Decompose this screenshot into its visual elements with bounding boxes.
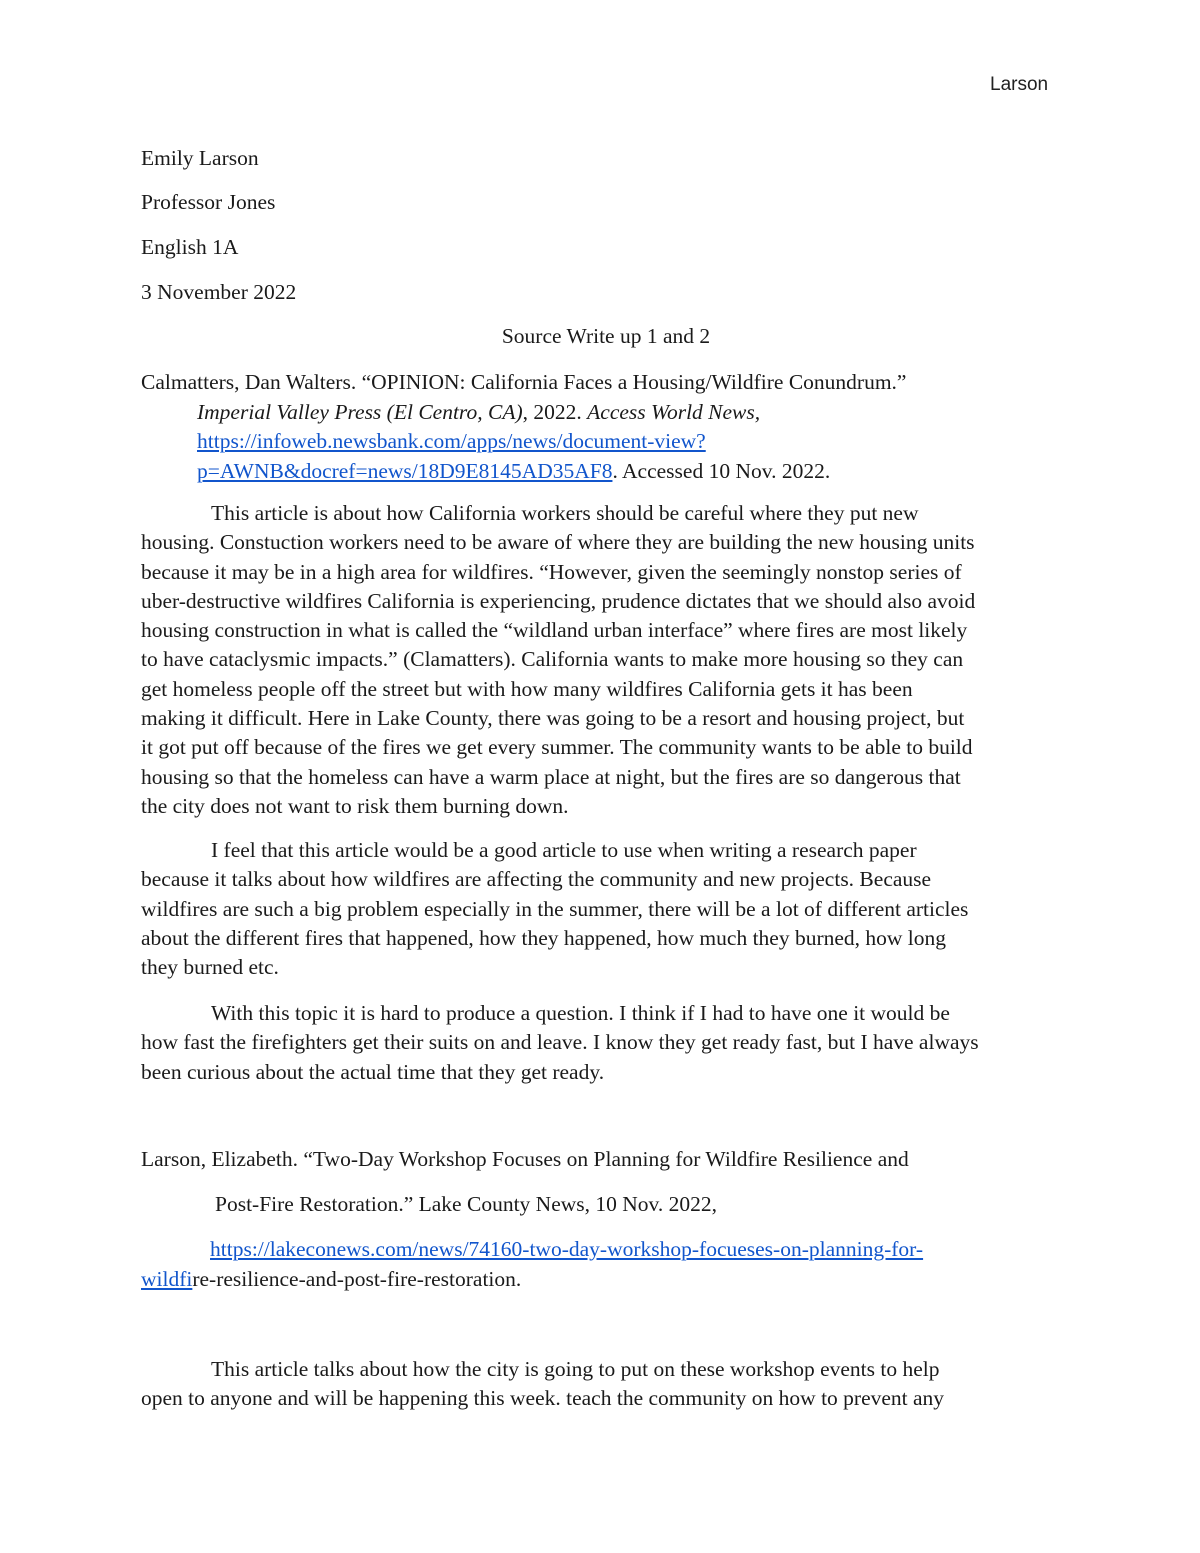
citation-2-url-part-1[interactable]: https://lakeconews.com/news/74160-two-day-workshop-focueses-on-planning-for- bbox=[210, 1237, 924, 1261]
document-title: Source Write up 1 and 2 bbox=[501, 324, 711, 348]
citation-1-url-part-1[interactable]: https://infoweb.newsbank.com/apps/news/document-view? bbox=[197, 429, 706, 453]
paragraph-line: about the different fires that happened, how they happened, how much they burned, how long bbox=[141, 925, 947, 950]
running-header: Larson bbox=[990, 74, 1049, 95]
professor-name: Professor Jones bbox=[141, 190, 276, 214]
citation-1-line-4 bbox=[141, 457, 1071, 487]
paragraph-line: how fast the firefighters get their suits on and leave. I know they get ready fast, but I have always bbox=[141, 1030, 979, 1055]
paragraph-summary bbox=[141, 499, 1066, 821]
paragraph-summary-2 bbox=[141, 1355, 1066, 1414]
paragraph-line: because it may be in a high area for wildfires. “However, given the seemingly nonstop series of bbox=[141, 559, 962, 584]
citation-2-line-3 bbox=[210, 1236, 923, 1262]
paragraph-line: it got put off because of the fires we get every summer. The community wants to be able to build bbox=[141, 735, 973, 760]
citation-2-url-part-2[interactable]: wildfi bbox=[141, 1267, 193, 1291]
citation-1-line-2 bbox=[141, 398, 1071, 428]
database-name: Access World News, bbox=[587, 399, 761, 424]
paragraph-question bbox=[141, 999, 1066, 1087]
citation-1-line-1: Calmatters, Dan Walters. “OPINION: California Faces a Housing/Wildfire Conundrum.” bbox=[141, 370, 907, 394]
publication-title: Imperial Valley Press (El Centro, CA) bbox=[197, 399, 523, 424]
citation-1 bbox=[141, 368, 1071, 486]
citation-1-year: , 2022. bbox=[522, 399, 588, 424]
paragraph-line: been curious about the actual time that they get ready. bbox=[141, 1059, 605, 1084]
paragraph-line: This article is about how California workers should be careful where they put new bbox=[211, 501, 919, 525]
paragraph-line: housing. Constuction workers need to be aware of where they are building the new housing units bbox=[141, 530, 975, 555]
date-line: 3 November 2022 bbox=[141, 280, 297, 304]
citation-2-url-tail: re-resilience-and-post-fire-restoration. bbox=[192, 1267, 522, 1291]
paragraph-line: open to anyone and will be happening this week. teach the community on how to prevent any bbox=[141, 1386, 945, 1411]
paragraph-line: they burned etc. bbox=[141, 955, 279, 980]
citation-2-line-4 bbox=[141, 1266, 521, 1292]
paragraph-line: This article talks about how the city is going to put on these workshop events to help bbox=[211, 1357, 940, 1381]
citation-2-line-1: Larson, Elizabeth. “Two-Day Workshop Focuses on Planning for Wildfire Resilience and bbox=[141, 1147, 909, 1171]
paragraph-line: to have cataclysmic impacts.” (Clamatters). California wants to make more housing so they can bbox=[141, 647, 964, 672]
paragraph-line: because it talks about how wildfires are affecting the community and new projects. Because bbox=[141, 867, 932, 892]
paragraph-line: housing so that the homeless can have a warm place at night, but the fires are so dangerous that bbox=[141, 764, 961, 789]
paragraph-line: the city does not want to risk them burning down. bbox=[141, 793, 569, 818]
paragraph-line: uber-destructive wildfires California is experiencing, prudence dictates that we should also avoid bbox=[141, 588, 976, 613]
citation-2-line-2: Post-Fire Restoration.” Lake County News, 10 Nov. 2022, bbox=[215, 1192, 718, 1216]
student-name: Emily Larson bbox=[141, 146, 259, 170]
paragraph-evaluation bbox=[141, 836, 1066, 982]
citation-1-line-3 bbox=[141, 427, 1071, 457]
paragraph-line: wildfires are such a big problem especially in the summer, there will be a lot of different articles bbox=[141, 896, 969, 921]
citation-1-url-part-2[interactable]: p=AWNB&docref=news/18D9E8145AD35AF8 bbox=[197, 458, 613, 483]
paragraph-line: I feel that this article would be a good article to use when writing a research paper bbox=[211, 838, 917, 862]
paragraph-line: housing construction in what is called the “wildland urban interface” where fires are most likely bbox=[141, 618, 968, 643]
course-name: English 1A bbox=[141, 235, 239, 259]
paragraph-line: get homeless people off the street but with how many wildfires California gets it has been bbox=[141, 676, 913, 701]
paragraph-line: making it difficult. Here in Lake County, there was going to be a resort and housing project, but bbox=[141, 706, 965, 731]
paragraph-line: With this topic it is hard to produce a question. I think if I had to have one it would be bbox=[211, 1001, 950, 1025]
citation-1-accessed: . Accessed 10 Nov. 2022. bbox=[612, 458, 831, 483]
